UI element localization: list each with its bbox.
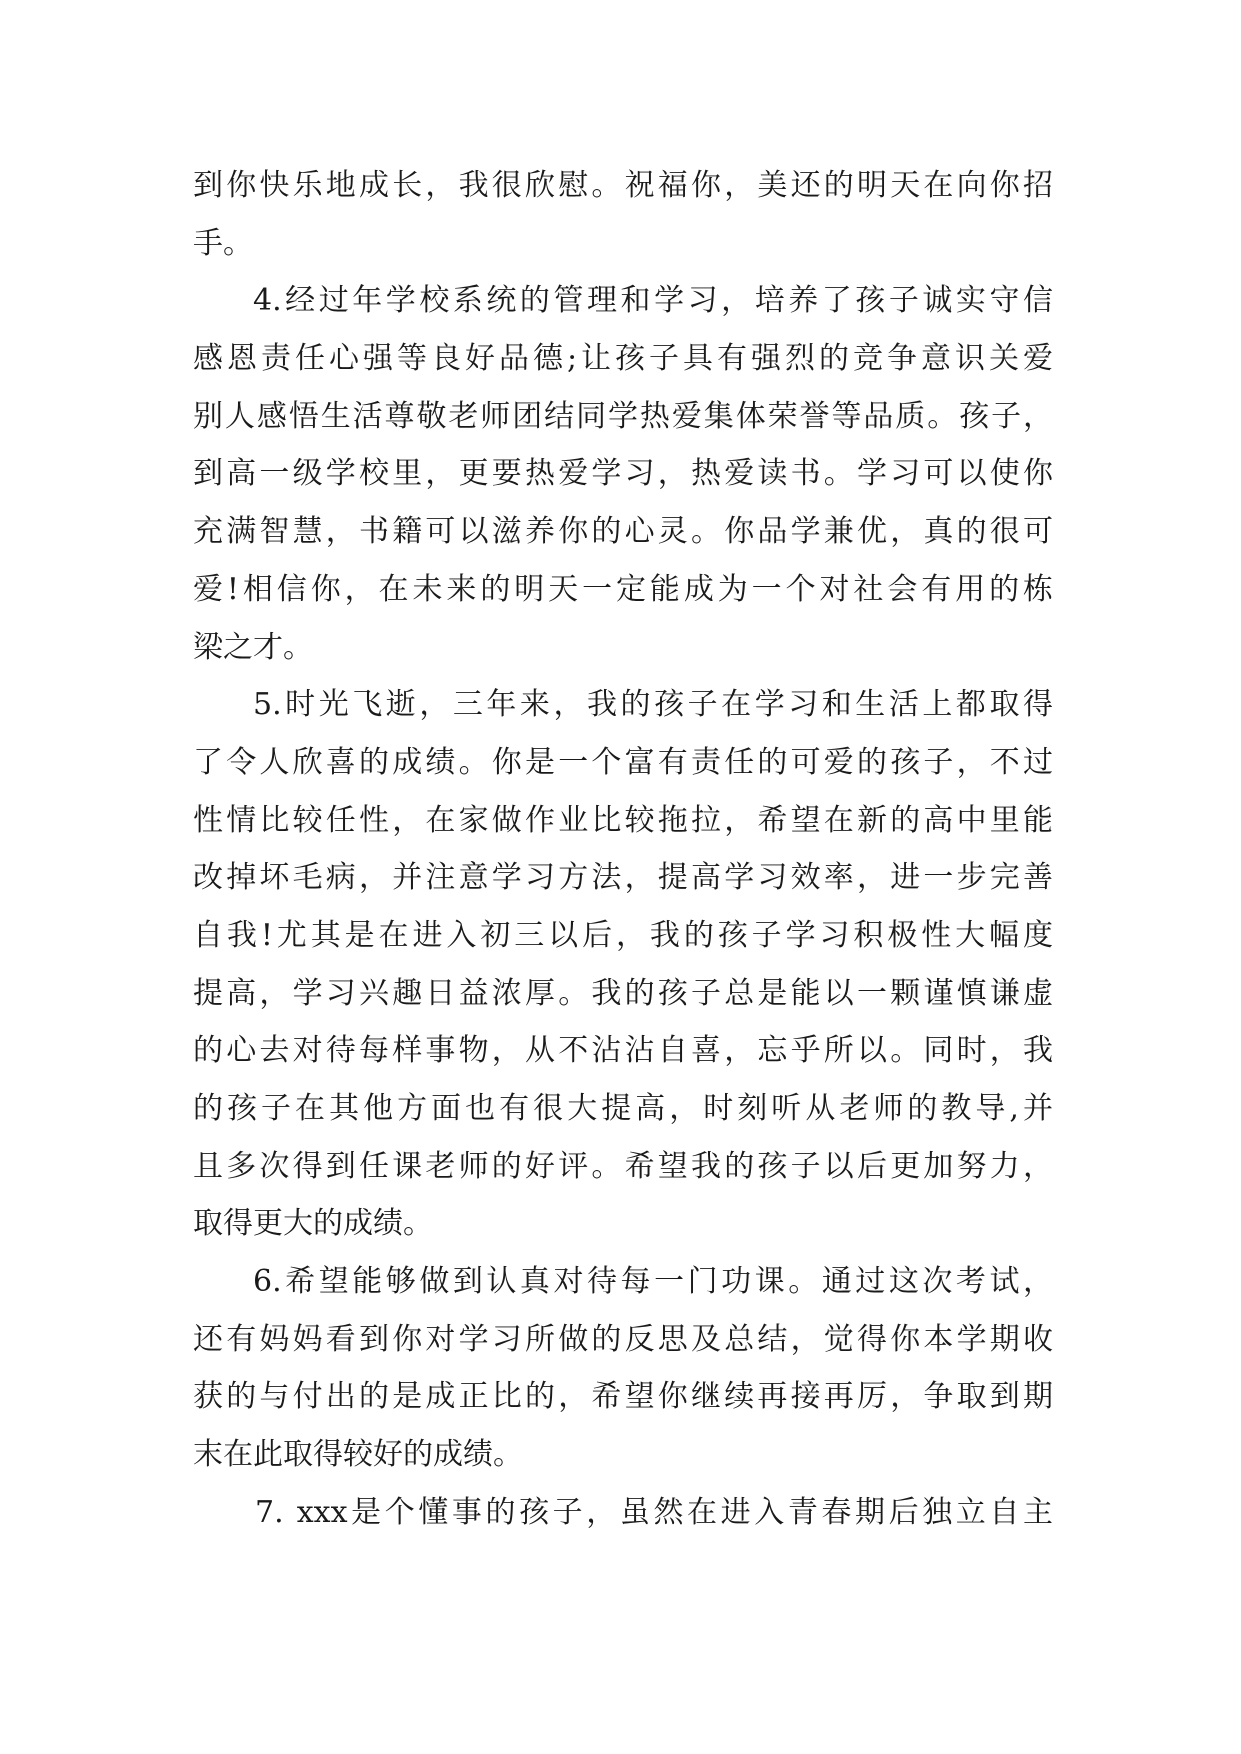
text-line: 的孩子在其他方面也有很大提高，时刻听从老师的教导,并	[193, 1091, 1053, 1126]
text-line: 还有妈妈看到你对学习所做的反思及总结，觉得你本学期收	[193, 1321, 1053, 1357]
text-line: 6.希望能够做到认真对待每一门功课。通过这次考试，	[253, 1264, 1053, 1300]
text-line: 4.经过年学校系统的管理和学习，培养了孩子诚实守信	[253, 283, 1053, 319]
text-line: 梁之才。	[193, 629, 313, 665]
text-line: 充满智慧，书籍可以滋养你的心灵。你品学兼优，真的很可	[193, 514, 1053, 550]
text-line: 提高，学习兴趣日益浓厚。我的孩子总是能以一颗谨慎谦虚	[193, 975, 1053, 1011]
text-line: 末在此取得较好的成绩。	[193, 1437, 523, 1473]
document-body	[193, 157, 1053, 1542]
text-line: 性情比较任性，在家做作业比较拖拉，希望在新的高中里能	[193, 802, 1053, 838]
text-line: 7. xxx是个懂事的孩子，虽然在进入青春期后独立自主	[255, 1494, 1053, 1530]
text-line: 爱!相信你，在未来的明天一定能成为一个对社会有用的栋	[193, 571, 1053, 607]
text-line: 到高一级学校里，更要热爱学习，热爱读书。学习可以使你	[193, 456, 1053, 492]
text-line: 到你快乐地成长，我很欣慰。祝福你，美还的明天在向你招	[193, 168, 1053, 203]
text-line: 自我!尤其是在进入初三以后，我的孩子学习积极性大幅度	[193, 917, 1053, 953]
text-line: 手。	[193, 225, 253, 261]
text-line: 的心去对待每样事物，从不沾沾自喜，忘乎所以。同时，我	[193, 1033, 1053, 1069]
text-line: 且多次得到任课老师的好评。希望我的孩子以后更加努力，	[193, 1148, 1053, 1184]
text-line: 别人感悟生活尊敬老师团结同学热爱集体荣誉等品质。孩子，	[193, 398, 1053, 434]
text-line: 获的与付出的是成正比的，希望你继续再接再厉，争取到期	[193, 1379, 1053, 1415]
text-line: 改掉坏毛病，并注意学习方法，提高学习效率，进一步完善	[193, 860, 1053, 896]
text-line: 取得更大的成绩。	[193, 1206, 433, 1242]
text-line: 感恩责任心强等良好品德;让孩子具有强烈的竞争意识关爱	[193, 341, 1053, 377]
text-line: 了令人欣喜的成绩。你是一个富有责任的可爱的孩子，不过	[193, 744, 1053, 780]
text-line: 5.时光飞逝，三年来，我的孩子在学习和生活上都取得	[253, 687, 1053, 723]
